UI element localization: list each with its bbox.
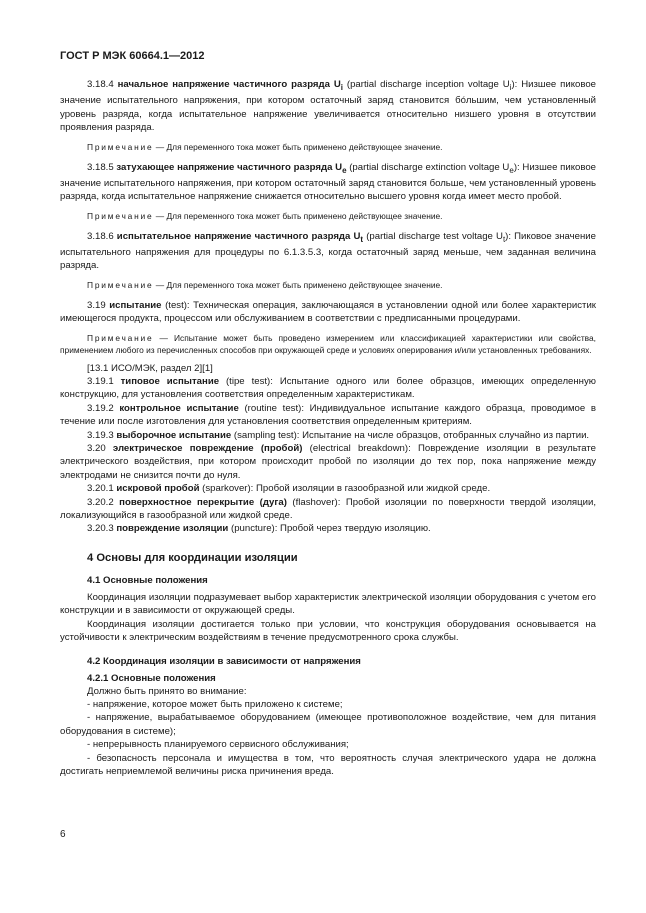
document-header: ГОСТ Р МЭК 60664.1—2012	[60, 50, 205, 62]
section-4-1-paragraph-2: Координация изоляции достигается только при условии, что конструкция оборудования основывается на устойчивости к электрическим воздействиям в течение предусмотренного срока службы.	[60, 618, 596, 644]
note-label: Примечание	[87, 279, 154, 290]
term-english: (partial discharge test voltage U	[363, 230, 503, 242]
term-name: контрольное испытание	[119, 402, 239, 414]
term-english: (partial discharge extinction voltage U	[346, 161, 510, 173]
term-definition: Низшее пиковое значение испытательного напряжения, при котором остаточный заряд становится бóльшим, чем установленный уровень разряда, когда испытательное напряжение увеличивается относительно низшего уровня в отсутствии проявления разряда.	[60, 79, 596, 134]
term-name: испытание	[109, 299, 162, 311]
term-definition: Пиковое значение испытательного напряжения для процедуры по 6.1.3.5.3, когда остаточный заряд меньше, чем заданная величина разряда.	[60, 230, 596, 272]
term-name: поверхностное перекрытие (дуга)	[119, 496, 287, 508]
term-name: испытательное напряжение частичного разряда U	[116, 230, 361, 242]
term-subscript: e	[342, 165, 347, 175]
note-text: — Для переменного тока может быть применено действующее значение.	[153, 210, 443, 221]
term-definition: Повреждение изоляции в результате электрического воздействия, при котором происходит пробой по изоляции до тех пор, пока напряжение между электродами не снизится почти до нуля.	[60, 443, 596, 481]
page-number: 6	[60, 829, 66, 840]
note-label: Примечание	[87, 141, 154, 152]
term-definition: Индивидуальное испытание каждого образца, проводимое в течение или после изготовления для установления соответствия определенным критериям.	[60, 402, 596, 428]
note-text: — Испытание может быть проведено измерением или классификацией характеристики или свойства, применением любого из перечисленных способов при окружающей среде и условиях оперирования и/или установленных требованиях.	[60, 332, 596, 355]
term-name: искровой пробой	[116, 483, 200, 495]
term-subscript: t	[360, 234, 364, 244]
term-number: 3.18.5	[87, 161, 117, 173]
term-3-19-2	[60, 402, 596, 429]
term-definition: Пробой изоляции в газообразной или жидкой среде.	[253, 483, 491, 495]
term-number: 3.18.4	[87, 79, 118, 90]
term-english-subscript: e	[509, 165, 514, 175]
term-3-18-6	[60, 230, 596, 273]
term-english: (tipe test):	[219, 376, 273, 387]
term-english: (sampling test):	[231, 429, 300, 441]
term-name: затухающее напряжение частичного разряда U	[116, 161, 343, 173]
term-name: начальное напряжение частичного разряда U	[117, 79, 341, 90]
term-english-close: ):	[513, 161, 520, 173]
term-number: 3.20	[87, 443, 113, 455]
term-name: электрическое повреждение (пробой)	[112, 443, 303, 455]
term-3-19	[60, 299, 596, 326]
term-number: 3.20.3	[87, 523, 117, 535]
section-4-2-1-intro: Должно быть принято во внимание:	[87, 685, 247, 697]
term-english: (electrical breakdown):	[302, 443, 411, 455]
term-number: 3.19.2	[87, 402, 120, 414]
term-english: (test):	[161, 299, 190, 311]
section-4-1-paragraph-1: Координация изоляции подразумевает выбор характеристик электрической изоляции оборудования с учетом его конструкции и в зависимости от окружающей среды.	[60, 591, 596, 617]
term-definition: Пробой через твердую изоляцию.	[277, 523, 431, 535]
term-3-20-2	[60, 496, 596, 523]
note-text: — Для переменного тока может быть применено действующее значение.	[153, 279, 443, 290]
term-number: 3.19	[87, 299, 110, 311]
note-3-19	[60, 332, 596, 356]
term-3-20-1	[60, 482, 596, 495]
note-3-18-5	[60, 210, 596, 222]
note-label: Примечание	[87, 210, 154, 221]
list-item: - безопасность персонала и имущества в том, что вероятность случая электрического удара не должна достигать неприемлемой величины риска причинения вреда.	[60, 752, 596, 777]
term-3-19-1	[60, 375, 596, 402]
reference-3-19: [13.1 ИСО/МЭК, раздел 2][1]	[87, 362, 213, 374]
note-3-18-4	[60, 141, 596, 153]
section-4-2-title: 4.2 Координация изоляции в зависимости от напряжения	[87, 655, 361, 667]
term-english-subscript: i	[509, 82, 512, 92]
term-english: (puncture):	[228, 523, 278, 535]
note-text: — Для переменного тока может быть применено действующее значение.	[153, 141, 443, 152]
term-english-close: ):	[511, 79, 518, 90]
list-item: - напряжение, вырабатываемое оборудованием (имеющее противоположное воздействие, чем для питания оборудования в системе);	[60, 712, 596, 737]
term-number: 3.19.3	[87, 429, 117, 441]
term-english: (sparkover):	[199, 483, 254, 495]
term-3-19-3	[60, 429, 596, 442]
term-english: (flashover):	[286, 496, 341, 508]
list-item: - непрерывность планируемого сервисного обслуживания;	[87, 739, 349, 751]
section-4-title: 4 Основы для координации изоляции	[87, 551, 298, 564]
term-3-18-4	[60, 78, 596, 135]
term-number: 3.18.6	[87, 230, 117, 242]
term-definition: Низшее пиковое значение испытательного напряжения, при котором остаточный заряд становится больше, чем установленный уровень разряда, когда испытательное напряжение снижается относительно высшего уровня когда имеет место пробой.	[60, 161, 597, 203]
term-definition: Испытание одного или более образцов, имеющих определенную конструкцию, для установления соответствия определенным характеристикам.	[60, 376, 596, 401]
note-3-18-6	[60, 279, 596, 291]
term-english: (routine test):	[238, 402, 304, 414]
term-english: (partial discharge inception voltage U	[343, 79, 510, 90]
term-name: повреждение изоляции	[116, 523, 229, 535]
term-number: 3.19.1	[87, 376, 121, 387]
section-4-1-title: 4.1 Основные положения	[87, 574, 208, 586]
list-item: - напряжение, которое может быть приложено к системе;	[87, 698, 343, 710]
term-definition: Техническая операция, заключающаяся в установлении одной или более характеристик имеющегося продукта, процессом или обслуживанием в соответствии с предписанными процедурами.	[60, 299, 596, 325]
term-english-subscript: t	[502, 234, 506, 244]
term-subscript: i	[340, 82, 344, 92]
term-definition: Испытание на числе образцов, отобранных случайно из партии.	[299, 429, 590, 441]
term-english-close: ):	[505, 230, 512, 242]
term-name: типовое испытание	[120, 376, 220, 387]
term-3-20	[60, 442, 596, 482]
section-4-2-1-title: 4.2.1 Основные положения	[87, 672, 216, 684]
page-content	[60, 78, 596, 778]
term-number: 3.20.2	[87, 496, 120, 508]
term-3-18-5	[60, 161, 596, 204]
term-definition: Пробой изоляции по поверхности твердой изоляции, локализующийся в газообразной или жидкой среде.	[60, 496, 596, 522]
term-3-20-3	[60, 522, 596, 535]
note-label: Примечание	[87, 332, 154, 343]
term-number: 3.20.1	[87, 483, 117, 495]
term-name: выборочное испытание	[116, 429, 232, 441]
